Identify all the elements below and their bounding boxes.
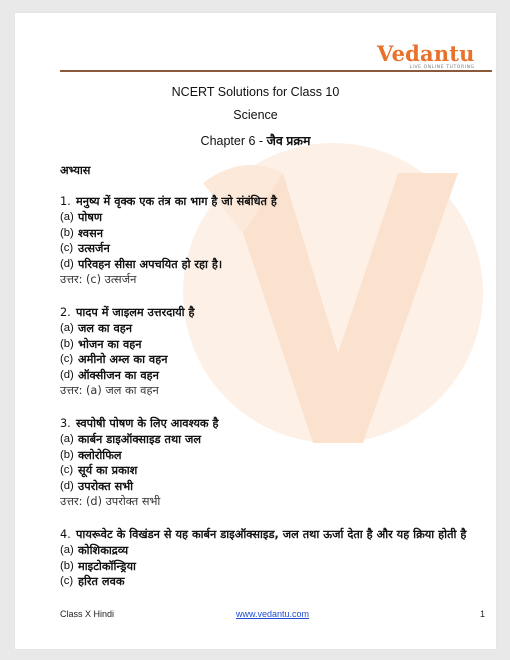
- question-number: 3.: [60, 417, 71, 430]
- option-key: (b): [60, 337, 74, 350]
- header-divider: [60, 70, 492, 72]
- logo-tagline: LIVE ONLINE TUTORING: [409, 65, 475, 70]
- option-key: (a): [60, 211, 74, 223]
- answer-line: उत्तर: (a) जल का वहन: [60, 384, 159, 397]
- answer-line: उत्तर: (c) उत्सर्जन: [60, 273, 137, 286]
- option-a: [60, 321, 480, 337]
- option-text: कोशिकाद्रव्य: [78, 544, 129, 557]
- option-b: [60, 448, 480, 464]
- chapter-name: जैव प्रक्रम: [266, 134, 311, 148]
- vedantu-logo[interactable]: [377, 43, 475, 70]
- question-stem: [60, 416, 480, 432]
- option-key: (d): [60, 479, 74, 492]
- option-key: (c): [60, 242, 74, 254]
- option-key: (d): [60, 257, 74, 270]
- option-c: [60, 463, 480, 479]
- option-text: पोषण: [78, 211, 103, 224]
- doc-chapter: [15, 132, 496, 149]
- option-b: [60, 559, 480, 575]
- content-area: [60, 163, 480, 607]
- document-page: [14, 12, 497, 650]
- question-number: 4.: [60, 528, 71, 541]
- option-text: हरित लवक: [78, 575, 125, 588]
- option-text: श्वसन: [78, 226, 103, 240]
- chapter-prefix: Chapter 6 -: [200, 134, 267, 148]
- option-text: परिवहन सीसा अपचयित हो रहा है।: [78, 257, 223, 271]
- question-2: [60, 305, 480, 399]
- option-text: माइटोकॉन्ड्रिया: [78, 559, 136, 573]
- option-text: क्लोरोफिल: [78, 448, 122, 462]
- page-number: 1: [479, 609, 485, 619]
- option-key: (b): [60, 559, 74, 572]
- doc-title: NCERT Solutions for Class 10: [171, 85, 340, 99]
- footer-class-label: Class X Hindi: [60, 609, 115, 619]
- option-b: [60, 337, 480, 353]
- answer-line: उत्तर: (d) उपरोक्त सभी: [60, 495, 161, 508]
- question-text: स्वपोषी पोषण के लिए आवश्यक है: [76, 417, 219, 430]
- option-key: (b): [60, 226, 74, 239]
- option-c: [60, 241, 480, 257]
- option-key: (a): [60, 322, 74, 334]
- option-key: (c): [60, 464, 74, 476]
- option-text: ऑक्सीजन का वहन: [78, 368, 159, 382]
- logo-wordmark: Vedantu: [377, 41, 475, 66]
- option-a: [60, 543, 480, 559]
- option-a: [60, 432, 480, 448]
- option-key: (a): [60, 433, 74, 445]
- question-number: 2.: [60, 306, 71, 319]
- option-c: [60, 352, 480, 368]
- option-text: कार्बन डाइऑक्साइड तथा जल: [78, 433, 202, 446]
- footer-website-link[interactable]: www.vedantu.com: [236, 609, 310, 619]
- question-stem: [60, 527, 480, 543]
- question-text: पायरूवेट के विखंडन से यह कार्बन डाइऑक्साइड, जल तथा ऊर्जा देता है और यह क्रिया होती है: [76, 528, 467, 541]
- option-d: [60, 257, 480, 273]
- question-number: 1.: [60, 195, 71, 208]
- option-text: उपरोक्त सभी: [78, 479, 134, 493]
- question-text: मनुष्य में वृक्क एक तंत्र का भाग है जो संबंधित है: [76, 195, 277, 208]
- option-key: (c): [60, 353, 74, 365]
- section-title: अभ्यास: [60, 164, 91, 177]
- option-text: सूर्य का प्रकाश: [78, 464, 138, 477]
- option-text: अमीनो अम्ल का वहन: [78, 353, 168, 366]
- doc-subject: Science: [233, 108, 278, 122]
- option-a: [60, 210, 480, 226]
- option-key: (b): [60, 448, 74, 461]
- option-text: भोजन का वहन: [78, 337, 142, 351]
- option-d: [60, 479, 480, 495]
- question-3: [60, 416, 480, 510]
- question-stem: [60, 194, 480, 210]
- option-key: (c): [60, 575, 74, 587]
- question-text: पादप में जाइलम उत्तरदायी है: [76, 306, 195, 319]
- option-key: (d): [60, 368, 74, 381]
- option-key: (a): [60, 544, 74, 556]
- question-4: [60, 527, 480, 590]
- option-text: उत्सर्जन: [78, 242, 110, 255]
- option-b: [60, 226, 480, 242]
- option-text: जल का वहन: [78, 322, 133, 335]
- option-c: [60, 574, 480, 590]
- option-d: [60, 368, 480, 384]
- question-1: [60, 194, 480, 288]
- question-stem: [60, 305, 480, 321]
